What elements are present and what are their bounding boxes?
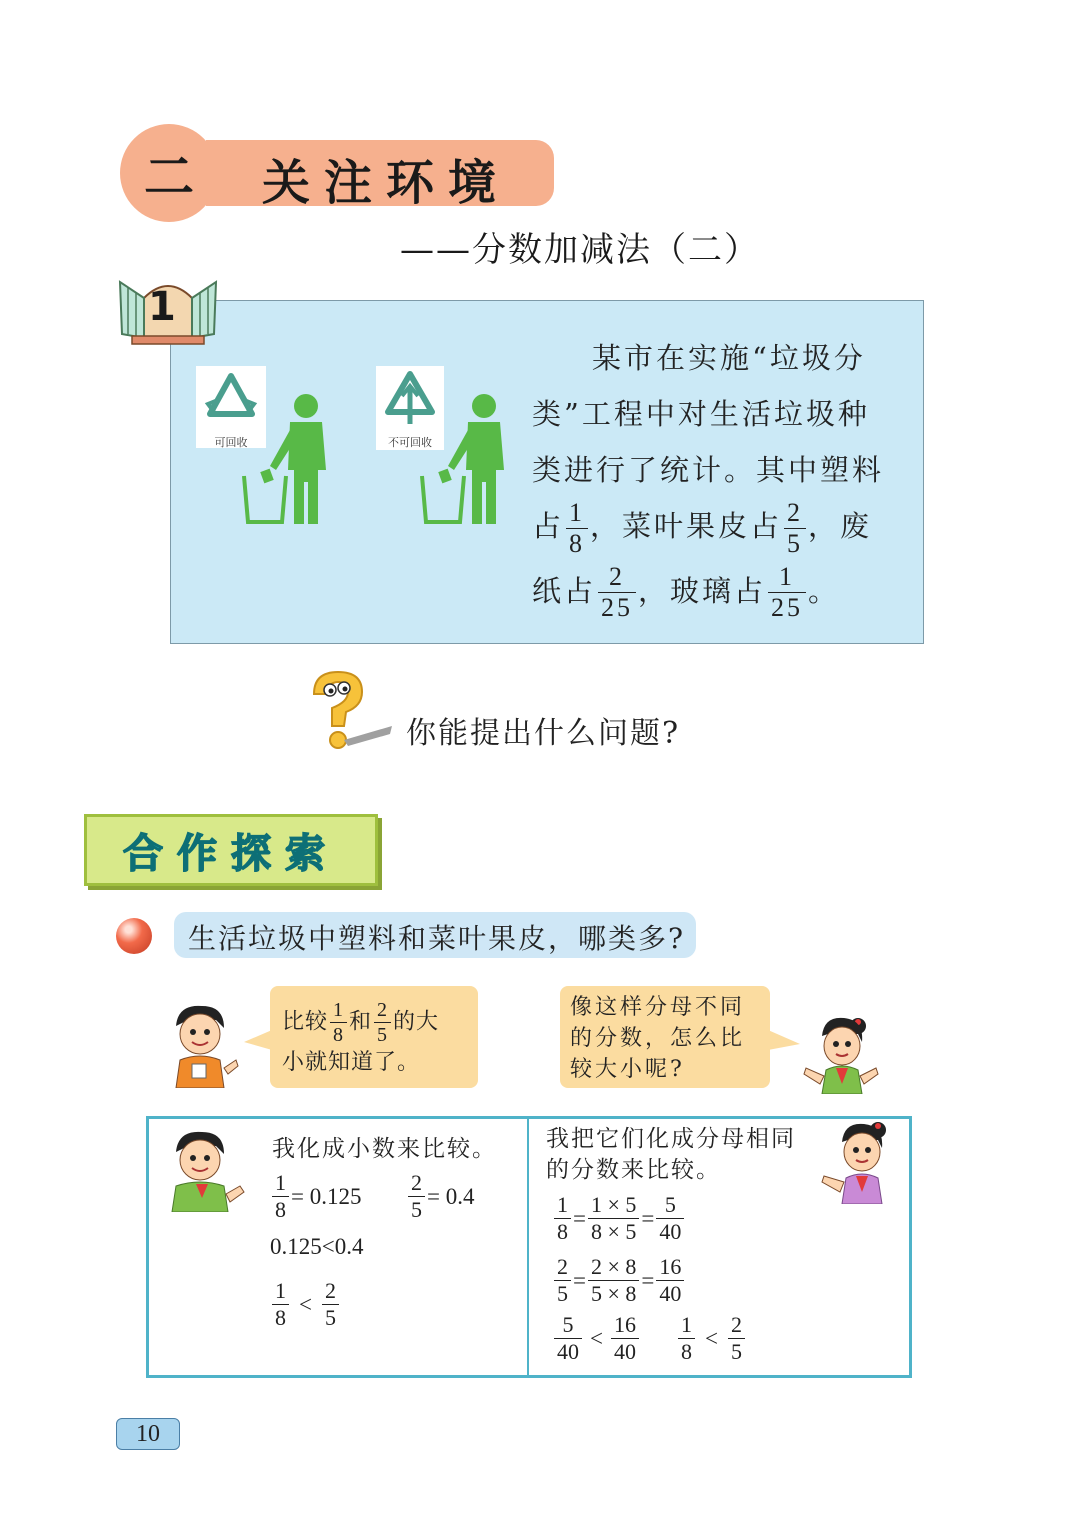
text: 占	[532, 509, 565, 543]
fraction	[408, 1172, 425, 1221]
denominator: 5	[557, 1281, 568, 1306]
numerator: 1	[566, 500, 588, 529]
bullet-ball-icon	[116, 918, 152, 954]
fraction	[678, 1314, 695, 1363]
bubble-tail	[768, 1030, 800, 1052]
boy-avatar	[168, 1130, 248, 1212]
text: ，废	[808, 509, 873, 543]
text: ，玻璃占	[638, 573, 767, 608]
text: ，菜叶果皮占	[590, 509, 783, 543]
fraction	[611, 1314, 639, 1363]
numerator: 2	[598, 564, 636, 593]
numerator: 5	[656, 1194, 684, 1219]
fraction	[656, 1194, 684, 1243]
numerator: 16	[656, 1256, 684, 1281]
numerator: 5	[554, 1314, 582, 1339]
fraction	[322, 1280, 339, 1329]
fraction	[728, 1314, 745, 1363]
problem-line	[532, 498, 902, 557]
boy-speech-text	[282, 1000, 472, 1083]
problem-text	[532, 330, 902, 621]
decimal-value: = 0.4	[427, 1183, 475, 1209]
girl-speech-text: 像这样分母不同的分数，怎么比较大小呢?	[570, 995, 746, 1082]
denominator: 8 × 5	[590, 1219, 637, 1244]
decimal-value: = 0.125	[291, 1183, 362, 1209]
numerator: 1	[554, 1194, 571, 1219]
numerator: 2	[554, 1256, 571, 1281]
numerator: 2	[728, 1314, 745, 1339]
denominator: 5	[324, 1305, 336, 1330]
denominator: 5	[411, 1197, 422, 1222]
fraction	[588, 1256, 639, 1305]
problem-line: 类进行了统计。其中塑料	[532, 453, 885, 487]
fraction	[554, 1314, 582, 1363]
denominator: 8	[681, 1339, 692, 1364]
speech-line	[282, 1000, 472, 1045]
denominator: 8	[275, 1197, 286, 1222]
common-denominator-compare	[552, 1314, 641, 1363]
fraction	[656, 1256, 684, 1305]
operator: =	[641, 1267, 655, 1293]
problem-line	[532, 563, 902, 622]
fraction	[554, 1194, 571, 1243]
fraction	[272, 1280, 289, 1329]
operator: =	[641, 1205, 655, 1231]
fraction	[272, 1172, 289, 1221]
denominator: 8	[275, 1305, 286, 1330]
section-title: 合作探索	[123, 830, 339, 877]
decimal-equation	[406, 1172, 474, 1221]
problem-line: 类”工程中对生活垃圾种	[532, 397, 870, 431]
denominator: 40	[557, 1339, 579, 1364]
girl-avatar	[800, 1014, 880, 1094]
operator: =	[573, 1267, 586, 1293]
numerator: 16	[611, 1314, 639, 1339]
chapter-subtitle: ——分数加减法（二）	[400, 230, 760, 270]
denominator: 25	[601, 593, 634, 622]
page-number: 10	[116, 1418, 180, 1450]
denominator: 40	[613, 1339, 636, 1364]
sign-label: 可回收	[214, 436, 248, 449]
common-denominator-row	[552, 1256, 686, 1305]
question-prompt: 你能提出什么问题?	[406, 716, 681, 751]
denominator: 40	[659, 1219, 682, 1244]
fraction	[768, 564, 806, 621]
denominator: 8	[569, 528, 586, 558]
solution-divider	[527, 1116, 529, 1378]
problem-line: 某市在实施“垃圾分	[592, 341, 866, 375]
fraction	[598, 564, 636, 621]
numerator: 2	[322, 1280, 339, 1305]
boy-avatar	[166, 1002, 240, 1088]
sub-question: 生活垃圾中塑料和菜叶果皮，哪类多?	[188, 922, 686, 955]
numerator: 1	[272, 1172, 289, 1197]
operator: <	[299, 1291, 312, 1317]
denominator: 8	[333, 1024, 345, 1046]
person-recycling-icon	[238, 390, 338, 526]
sign-label: 不可回收	[388, 436, 432, 449]
fraction	[566, 497, 588, 558]
decimal-equation	[270, 1172, 361, 1221]
denominator: 8	[557, 1219, 568, 1244]
fraction-compare	[270, 1280, 341, 1329]
method-left-title: 我化成小数来比较。	[272, 1136, 497, 1162]
numerator: 1	[678, 1314, 695, 1339]
text: 纸占	[532, 573, 597, 608]
operator: =	[573, 1205, 586, 1231]
section-title-banner	[84, 814, 378, 886]
denominator: 5	[730, 1339, 742, 1364]
numerator: 1	[272, 1280, 289, 1305]
denominator: 40	[659, 1281, 682, 1306]
denominator: 5	[377, 1024, 389, 1046]
girl-avatar	[816, 1120, 900, 1204]
operator: <	[590, 1325, 603, 1351]
numerator: 2	[374, 1000, 391, 1023]
question-mark-icon	[300, 668, 396, 752]
person-throwing-icon	[414, 390, 514, 526]
numerator: 1 × 5	[588, 1194, 639, 1219]
denominator: 5 × 8	[590, 1281, 637, 1306]
text: 和	[349, 1009, 373, 1035]
common-denominator-row	[552, 1194, 686, 1243]
numerator: 1	[330, 1000, 347, 1023]
decimal-compare: 0.125<0.4	[270, 1234, 364, 1259]
speech-line: 小就知道了。	[282, 1050, 421, 1075]
bubble-tail	[244, 1030, 272, 1052]
denominator: 5	[787, 528, 804, 558]
numerator: 2 × 8	[588, 1256, 639, 1281]
fraction-compare	[676, 1314, 747, 1363]
fraction	[554, 1256, 571, 1305]
problem-index: 1	[148, 284, 176, 330]
fraction	[588, 1194, 639, 1243]
denominator: 25	[771, 593, 804, 622]
numerator: 1	[768, 564, 806, 593]
fraction	[374, 1000, 391, 1045]
numerator: 2	[408, 1172, 425, 1197]
method-right-title: 我把它们化成分母相同的分数来比较。	[546, 1126, 796, 1183]
text: 比较	[282, 1009, 329, 1035]
text: 。	[808, 573, 841, 608]
chapter-number: 二	[120, 124, 218, 222]
numerator: 2	[784, 500, 806, 529]
fraction	[330, 1000, 347, 1045]
text: 的大	[393, 1009, 440, 1035]
chapter-title: 关注环境	[262, 155, 511, 211]
operator: <	[705, 1325, 718, 1351]
fraction	[784, 497, 806, 558]
